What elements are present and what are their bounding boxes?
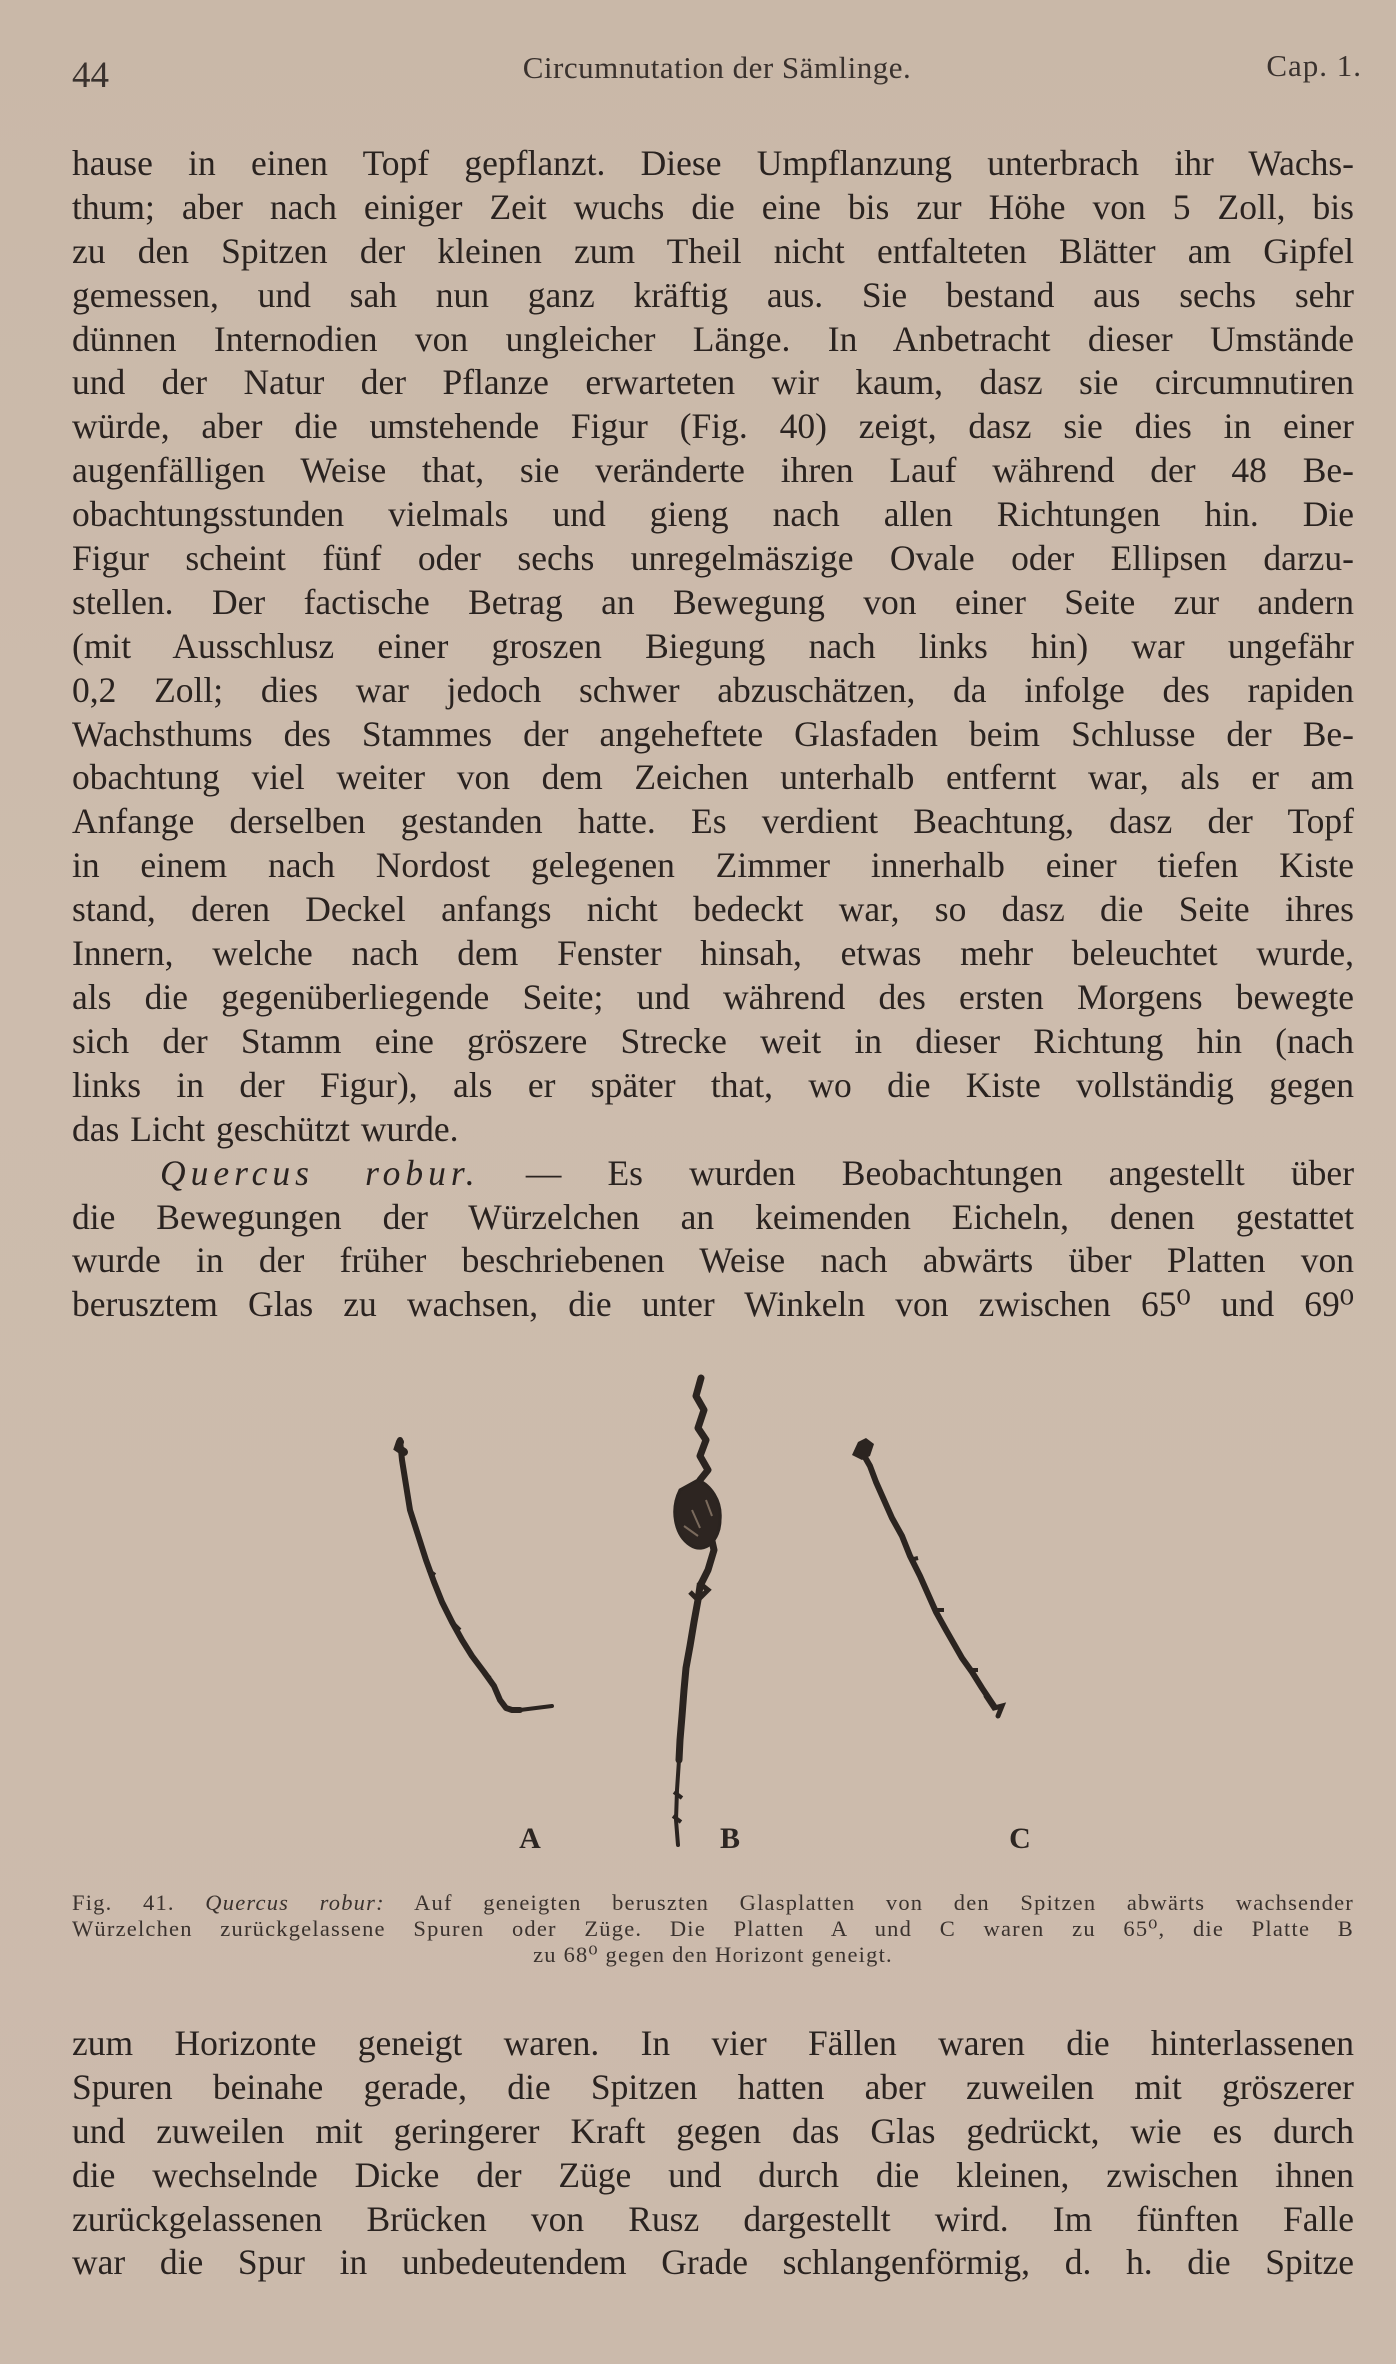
text-line: Figur scheint fünf oder sechs unregelmäszige Ovale oder Ellipsen darzu- (72, 538, 1354, 579)
text-line: zurückgelassenen Brücken von Rusz dargestellt wird. Im fünften Falle (72, 2198, 1354, 2239)
paragraph-1 (72, 142, 1354, 1151)
text-line: augenfälligen Weise that, sie veränderte ihren Lauf während der 48 Be- (72, 450, 1354, 491)
text-line: Innern, welche nach dem Fenster hinsah, etwas mehr beleuchtet wurde, (72, 933, 1354, 974)
caption-figure-number: Fig. 41. (72, 1890, 175, 1915)
text-line: Wachsthums des Stammes der angeheftete Glasfaden beim Schlusse der Be- (72, 713, 1354, 754)
text-line: hause in einen Topf gepflanzt. Diese Umpflanzung unterbrach ihr Wachs- (72, 143, 1354, 183)
label-a: A (519, 1822, 541, 1855)
text-line: links in der Figur), als er später that, wo die Kiste vollständig gegen (72, 1064, 1354, 1105)
label-c: C (1009, 1822, 1031, 1855)
text-line: stand, deren Deckel anfangs nicht bedeckt war, so dasz die Seite ihres (72, 889, 1354, 930)
text-line: und der Natur der Pflanze erwarteten wir kaum, dasz sie circumnutiren (72, 362, 1354, 403)
running-title: Circumnutation der Sämlinge. (522, 50, 912, 85)
figure-41 (380, 1360, 1080, 1860)
text-line: und zuweilen mit geringerer Kraft gegen das Glas gedrückt, wie es durch (72, 2110, 1354, 2151)
species-name: Quercus robur. (160, 1152, 480, 1193)
text-line: war die Spur in unbedeutendem Grade schlangenförmig, d. h. die Spitze (72, 2242, 1354, 2283)
text-line: Anfange derselben gestanden hatte. Es verdient Beachtung, dasz der Topf (72, 801, 1354, 842)
caption-species: Quercus robur: (205, 1890, 385, 1915)
text-line: thum; aber nach einiger Zeit wuchs die eine bis zur Höhe von 5 Zoll, bis (72, 186, 1354, 227)
text-line: dünnen Internodien von ungleicher Länge. In Anbetracht dieser Umstände (72, 318, 1354, 359)
figure-caption (72, 1890, 1354, 1968)
text-line: obachtung viel weiter von dem Zeichen unterhalb entfernt war, als er am (72, 757, 1354, 798)
chapter-label: Cap. 1. (1266, 48, 1362, 83)
text-line: die wechselnde Dicke der Züge und durch die kleinen, zwischen ihnen (72, 2154, 1354, 2195)
paragraph-2-first-line-text: — Es wurden Beobachtungen angestellt über (525, 1152, 1355, 1193)
caption-line-3: zu 68⁰ gegen den Horizont geneigt. (533, 1942, 893, 1967)
text-line: stellen. Der factische Betrag an Bewegung von einer Seite zur andern (72, 581, 1354, 622)
text-line: (mit Ausschlusz einer groszen Biegung nach links hin) war ungefähr (72, 625, 1354, 666)
label-b: B (719, 1822, 741, 1855)
paragraph-2-first-line (72, 1152, 1354, 1196)
text-line: gemessen, und sah nun ganz kräftig aus. Sie bestand aus sechs sehr (72, 274, 1354, 315)
text-line: berusztem Glas zu wachsen, die unter Winkeln von zwischen 65⁰ und 69⁰ (72, 1284, 1354, 1325)
trace-b (673, 1378, 720, 1845)
text-line: sich der Stamm eine gröszere Strecke weit in dieser Richtung hin (nach (72, 1020, 1354, 1061)
text-line: 0,2 Zoll; dies war jedoch schwer abzuschätzen, da infolge des rapiden (72, 669, 1354, 710)
caption-line-2: Würzelchen zurückgelassene Spuren oder Züge. Die Platten A und C waren zu 65⁰, die Platte B (72, 1916, 1354, 1941)
caption-line-1 (72, 1890, 1354, 1916)
trace-c (852, 1438, 1002, 1716)
text-line: zu den Spitzen der kleinen zum Theil nicht entfalteten Blätter am Gipfel (72, 230, 1354, 271)
text-line: Spuren beinahe gerade, die Spitzen hatten aber zuweilen mit gröszerer (72, 2066, 1354, 2107)
text-line: zum Horizonte geneigt waren. In vier Fällen waren die hinterlassenen (72, 2023, 1354, 2063)
text-line: obachtungsstunden vielmals und gieng nach allen Richtungen hin. Die (72, 494, 1354, 535)
page-number: 44 (72, 55, 109, 96)
text-line: in einem nach Nordost gelegenen Zimmer innerhalb einer tiefen Kiste (72, 845, 1354, 886)
text-line: als die gegenüberliegende Seite; und während des ersten Morgens bewegte (72, 976, 1354, 1017)
trace-a (398, 1440, 552, 1710)
text-line: würde, aber die umstehende Figur (Fig. 40) zeigt, dasz sie dies in einer (72, 406, 1354, 447)
root-traces-illustration (380, 1360, 1080, 1860)
text-line: die Bewegungen der Würzelchen an keimenden Eicheln, denen gestattet (72, 1196, 1354, 1237)
text-line: das Licht geschützt wurde. (72, 1108, 459, 1149)
text-line: wurde in der früher beschriebenen Weise nach abwärts über Platten von (72, 1240, 1354, 1281)
paragraph-3 (72, 2022, 1354, 2285)
running-head (72, 44, 1362, 104)
paragraph-2 (72, 1152, 1354, 1328)
caption-text-1: Auf geneigten beruszten Glasplatten von den Spitzen abwärts wachsender (414, 1890, 1354, 1915)
paragraph-2-lines (72, 1196, 1354, 1328)
